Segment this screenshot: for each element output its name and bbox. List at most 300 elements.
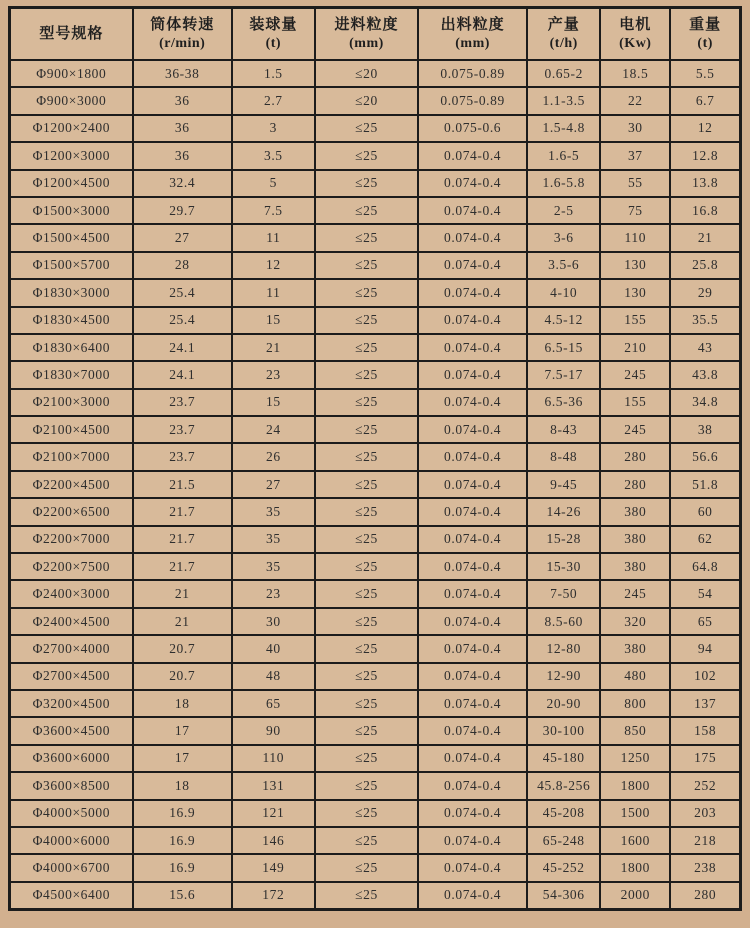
header-unit: (Kw) (619, 35, 652, 51)
table-row (10, 87, 741, 114)
header-cell-capacity (527, 8, 600, 61)
table-cell-weight: 35.5 (670, 307, 740, 334)
table-cell-feed-size: ≤25 (315, 443, 418, 470)
header-cell-ball-load (232, 8, 315, 61)
table-cell-capacity: 6.5-36 (527, 389, 600, 416)
table-cell-ball-load: 12 (232, 252, 315, 279)
header-unit: (mm) (455, 35, 490, 51)
table-cell-speed: 21.7 (133, 498, 232, 525)
table-cell-weight: 102 (670, 663, 740, 690)
table-row (10, 443, 741, 470)
table-cell-weight: 13.8 (670, 170, 740, 197)
table-row (10, 800, 741, 827)
table-cell-discharge-size: 0.074-0.4 (418, 498, 527, 525)
table-cell-capacity: 3-6 (527, 224, 600, 251)
model-cell: Φ2400×3000 (10, 580, 133, 607)
header-label: 产量 (547, 15, 580, 33)
header-label: 筒体转速 (150, 15, 215, 33)
table-row (10, 307, 741, 334)
table-cell-feed-size: ≤25 (315, 115, 418, 142)
model-cell: Φ4000×6700 (10, 854, 133, 881)
table-row (10, 608, 741, 635)
table-cell-feed-size: ≤25 (315, 170, 418, 197)
model-cell: Φ2200×7000 (10, 526, 133, 553)
table-cell-weight: 34.8 (670, 389, 740, 416)
table-cell-motor: 55 (600, 170, 670, 197)
table-cell-capacity: 20-90 (527, 690, 600, 717)
table-cell-motor: 380 (600, 498, 670, 525)
header-label: 电机 (619, 15, 652, 33)
table-cell-motor: 130 (600, 252, 670, 279)
table-cell-ball-load: 23 (232, 580, 315, 607)
table-cell-weight: 21 (670, 224, 740, 251)
model-cell: Φ4500×6400 (10, 882, 133, 909)
model-cell: Φ1830×6400 (10, 334, 133, 361)
table-cell-motor: 37 (600, 142, 670, 169)
table-cell-ball-load: 172 (232, 882, 315, 909)
header-label: 型号规格 (39, 25, 104, 42)
table-cell-feed-size: ≤20 (315, 87, 418, 114)
table-cell-ball-load: 131 (232, 772, 315, 799)
table-cell-motor: 110 (600, 224, 670, 251)
table-cell-speed: 16.9 (133, 800, 232, 827)
table-cell-capacity: 12-80 (527, 635, 600, 662)
table-cell-speed: 24.1 (133, 334, 232, 361)
table-cell-capacity: 30-100 (527, 717, 600, 744)
table-cell-motor: 800 (600, 690, 670, 717)
table-cell-discharge-size: 0.074-0.4 (418, 361, 527, 388)
table-cell-discharge-size: 0.074-0.4 (418, 745, 527, 772)
table-cell-feed-size: ≤25 (315, 416, 418, 443)
table-cell-speed: 24.1 (133, 361, 232, 388)
table-cell-ball-load: 21 (232, 334, 315, 361)
table-cell-capacity: 1.5-4.8 (527, 115, 600, 142)
header-unit: (t/h) (549, 35, 578, 51)
table-cell-weight: 280 (670, 882, 740, 909)
model-cell: Φ1500×3000 (10, 197, 133, 224)
table-cell-capacity: 15-30 (527, 553, 600, 580)
table-cell-motor: 380 (600, 526, 670, 553)
table-cell-weight: 252 (670, 772, 740, 799)
table-cell-motor: 22 (600, 87, 670, 114)
table-cell-speed: 18 (133, 690, 232, 717)
table-cell-weight: 51.8 (670, 471, 740, 498)
table-cell-speed: 36 (133, 115, 232, 142)
table-cell-speed: 23.7 (133, 389, 232, 416)
table-cell-discharge-size: 0.074-0.4 (418, 800, 527, 827)
table-cell-ball-load: 35 (232, 553, 315, 580)
table-cell-speed: 36-38 (133, 60, 232, 87)
table-cell-ball-load: 5 (232, 170, 315, 197)
table-cell-ball-load: 146 (232, 827, 315, 854)
table-cell-discharge-size: 0.074-0.4 (418, 717, 527, 744)
table-cell-discharge-size: 0.074-0.4 (418, 170, 527, 197)
table-cell-capacity: 45-180 (527, 745, 600, 772)
table-row (10, 854, 741, 881)
table-row (10, 526, 741, 553)
table-cell-motor: 280 (600, 443, 670, 470)
table-cell-discharge-size: 0.074-0.4 (418, 252, 527, 279)
table-cell-weight: 43 (670, 334, 740, 361)
table-cell-feed-size: ≤25 (315, 663, 418, 690)
table-row (10, 60, 741, 87)
table-row (10, 580, 741, 607)
table-cell-ball-load: 65 (232, 690, 315, 717)
table-cell-discharge-size: 0.074-0.4 (418, 471, 527, 498)
table-cell-feed-size: ≤25 (315, 580, 418, 607)
header-label: 装球量 (249, 15, 298, 33)
table-cell-motor: 280 (600, 471, 670, 498)
model-cell: Φ1500×4500 (10, 224, 133, 251)
table-cell-capacity: 6.5-15 (527, 334, 600, 361)
model-cell: Φ3600×4500 (10, 717, 133, 744)
table-cell-discharge-size: 0.074-0.4 (418, 307, 527, 334)
table-cell-capacity: 65-248 (527, 827, 600, 854)
table-cell-ball-load: 3.5 (232, 142, 315, 169)
table-cell-speed: 29.7 (133, 197, 232, 224)
table-row (10, 334, 741, 361)
table-cell-discharge-size: 0.075-0.89 (418, 87, 527, 114)
table-row (10, 827, 741, 854)
table-row (10, 279, 741, 306)
table-cell-weight: 218 (670, 827, 740, 854)
table-cell-feed-size: ≤25 (315, 690, 418, 717)
model-cell: Φ900×1800 (10, 60, 133, 87)
table-cell-feed-size: ≤25 (315, 498, 418, 525)
header-label: 进料粒度 (334, 15, 399, 33)
table-cell-discharge-size: 0.074-0.4 (418, 635, 527, 662)
table-cell-capacity: 45-252 (527, 854, 600, 881)
table-cell-weight: 137 (670, 690, 740, 717)
table-cell-motor: 850 (600, 717, 670, 744)
table-row (10, 115, 741, 142)
table-cell-motor: 245 (600, 580, 670, 607)
table-cell-weight: 6.7 (670, 87, 740, 114)
table-cell-feed-size: ≤25 (315, 252, 418, 279)
table-cell-weight: 62 (670, 526, 740, 553)
table-row (10, 663, 741, 690)
table-cell-speed: 21 (133, 608, 232, 635)
header-cell-speed (133, 8, 232, 61)
spec-table (8, 6, 742, 911)
table-cell-discharge-size: 0.074-0.4 (418, 389, 527, 416)
table-cell-speed: 16.9 (133, 854, 232, 881)
table-cell-discharge-size: 0.074-0.4 (418, 279, 527, 306)
table-cell-capacity: 14-26 (527, 498, 600, 525)
table-cell-capacity: 1.6-5 (527, 142, 600, 169)
table-cell-capacity: 12-90 (527, 663, 600, 690)
table-cell-discharge-size: 0.074-0.4 (418, 827, 527, 854)
table-row (10, 361, 741, 388)
table-cell-feed-size: ≤25 (315, 882, 418, 909)
table-cell-weight: 64.8 (670, 553, 740, 580)
model-cell: Φ4000×6000 (10, 827, 133, 854)
table-cell-capacity: 1.1-3.5 (527, 87, 600, 114)
table-cell-weight: 203 (670, 800, 740, 827)
table-cell-feed-size: ≤25 (315, 827, 418, 854)
table-cell-speed: 23.7 (133, 416, 232, 443)
table-cell-speed: 21 (133, 580, 232, 607)
header-label: 重量 (689, 15, 722, 33)
header-label: 出料粒度 (440, 15, 505, 33)
table-cell-discharge-size: 0.075-0.89 (418, 60, 527, 87)
table-cell-discharge-size: 0.074-0.4 (418, 334, 527, 361)
model-cell: Φ2100×7000 (10, 443, 133, 470)
table-cell-weight: 43.8 (670, 361, 740, 388)
table-row (10, 471, 741, 498)
table-cell-discharge-size: 0.074-0.4 (418, 197, 527, 224)
table-cell-weight: 60 (670, 498, 740, 525)
header-unit: (mm) (349, 35, 384, 51)
table-row (10, 197, 741, 224)
table-cell-speed: 21.5 (133, 471, 232, 498)
table-cell-motor: 320 (600, 608, 670, 635)
table-cell-feed-size: ≤25 (315, 717, 418, 744)
table-cell-weight: 94 (670, 635, 740, 662)
table-row (10, 553, 741, 580)
table-cell-speed: 25.4 (133, 279, 232, 306)
table-row (10, 224, 741, 251)
model-cell: Φ2200×4500 (10, 471, 133, 498)
table-cell-capacity: 3.5-6 (527, 252, 600, 279)
table-cell-feed-size: ≤25 (315, 854, 418, 881)
table-cell-speed: 20.7 (133, 663, 232, 690)
table-cell-capacity: 7.5-17 (527, 361, 600, 388)
table-cell-speed: 21.7 (133, 526, 232, 553)
table-cell-discharge-size: 0.074-0.4 (418, 882, 527, 909)
table-cell-ball-load: 149 (232, 854, 315, 881)
table-row (10, 717, 741, 744)
table-cell-motor: 1500 (600, 800, 670, 827)
table-cell-speed: 36 (133, 87, 232, 114)
table-cell-speed: 32.4 (133, 170, 232, 197)
table-cell-motor: 1800 (600, 854, 670, 881)
table-cell-speed: 21.7 (133, 553, 232, 580)
table-cell-ball-load: 15 (232, 307, 315, 334)
table-cell-ball-load: 90 (232, 717, 315, 744)
table-cell-motor: 245 (600, 361, 670, 388)
table-cell-motor: 75 (600, 197, 670, 224)
model-cell: Φ1200×3000 (10, 142, 133, 169)
table-cell-speed: 18 (133, 772, 232, 799)
table-row (10, 882, 741, 909)
table-cell-feed-size: ≤25 (315, 307, 418, 334)
table-cell-speed: 36 (133, 142, 232, 169)
table-cell-speed: 17 (133, 717, 232, 744)
model-cell: Φ1500×5700 (10, 252, 133, 279)
table-cell-ball-load: 2.7 (232, 87, 315, 114)
table-cell-weight: 158 (670, 717, 740, 744)
table-cell-capacity: 2-5 (527, 197, 600, 224)
model-cell: Φ2700×4000 (10, 635, 133, 662)
header-unit: (r/min) (159, 35, 206, 51)
table-cell-discharge-size: 0.074-0.4 (418, 416, 527, 443)
model-cell: Φ2100×3000 (10, 389, 133, 416)
table-cell-ball-load: 15 (232, 389, 315, 416)
table-cell-feed-size: ≤25 (315, 142, 418, 169)
model-cell: Φ1830×3000 (10, 279, 133, 306)
header-cell-feed-size (315, 8, 418, 61)
table-cell-discharge-size: 0.075-0.6 (418, 115, 527, 142)
table-cell-discharge-size: 0.074-0.4 (418, 553, 527, 580)
table-cell-ball-load: 11 (232, 279, 315, 306)
table-row (10, 170, 741, 197)
table-cell-feed-size: ≤25 (315, 361, 418, 388)
model-cell: Φ2700×4500 (10, 663, 133, 690)
table-cell-weight: 56.6 (670, 443, 740, 470)
table-cell-capacity: 4.5-12 (527, 307, 600, 334)
header-cell-model (10, 8, 133, 61)
table-cell-ball-load: 24 (232, 416, 315, 443)
table-cell-speed: 25.4 (133, 307, 232, 334)
table-cell-capacity: 1.6-5.8 (527, 170, 600, 197)
table-cell-capacity: 8-43 (527, 416, 600, 443)
table-cell-ball-load: 35 (232, 526, 315, 553)
model-cell: Φ2200×7500 (10, 553, 133, 580)
table-cell-discharge-size: 0.074-0.4 (418, 142, 527, 169)
model-cell: Φ2100×4500 (10, 416, 133, 443)
table-cell-discharge-size: 0.074-0.4 (418, 443, 527, 470)
table-cell-feed-size: ≤25 (315, 279, 418, 306)
header-unit: (t) (265, 35, 282, 51)
table-cell-feed-size: ≤25 (315, 224, 418, 251)
table-row (10, 635, 741, 662)
table-cell-capacity: 0.65-2 (527, 60, 600, 87)
table-cell-capacity: 4-10 (527, 279, 600, 306)
table-cell-motor: 380 (600, 635, 670, 662)
table-cell-capacity: 9-45 (527, 471, 600, 498)
table-row (10, 252, 741, 279)
model-cell: Φ4000×5000 (10, 800, 133, 827)
table-cell-discharge-size: 0.074-0.4 (418, 580, 527, 607)
table-cell-weight: 38 (670, 416, 740, 443)
table-cell-feed-size: ≤20 (315, 60, 418, 87)
table-cell-ball-load: 27 (232, 471, 315, 498)
model-cell: Φ3600×6000 (10, 745, 133, 772)
model-cell: Φ1830×7000 (10, 361, 133, 388)
table-cell-ball-load: 110 (232, 745, 315, 772)
table-cell-motor: 1600 (600, 827, 670, 854)
table-cell-discharge-size: 0.074-0.4 (418, 663, 527, 690)
header-unit: (t) (697, 35, 713, 51)
table-cell-motor: 1250 (600, 745, 670, 772)
table-cell-weight: 29 (670, 279, 740, 306)
table-row (10, 498, 741, 525)
table-cell-motor: 2000 (600, 882, 670, 909)
model-cell: Φ900×3000 (10, 87, 133, 114)
table-row (10, 389, 741, 416)
table-cell-discharge-size: 0.074-0.4 (418, 224, 527, 251)
table-cell-weight: 175 (670, 745, 740, 772)
model-cell: Φ3200×4500 (10, 690, 133, 717)
table-cell-discharge-size: 0.074-0.4 (418, 772, 527, 799)
table-cell-ball-load: 1.5 (232, 60, 315, 87)
table-cell-capacity: 45.8-256 (527, 772, 600, 799)
table-cell-motor: 1800 (600, 772, 670, 799)
table-cell-capacity: 8.5-60 (527, 608, 600, 635)
table-cell-discharge-size: 0.074-0.4 (418, 526, 527, 553)
model-cell: Φ3600×8500 (10, 772, 133, 799)
table-cell-weight: 65 (670, 608, 740, 635)
table-row (10, 142, 741, 169)
table-cell-ball-load: 26 (232, 443, 315, 470)
table-cell-speed: 27 (133, 224, 232, 251)
table-cell-speed: 17 (133, 745, 232, 772)
table-cell-ball-load: 30 (232, 608, 315, 635)
table-cell-motor: 18.5 (600, 60, 670, 87)
header-cell-weight (670, 8, 740, 61)
table-cell-ball-load: 23 (232, 361, 315, 388)
table-cell-motor: 155 (600, 307, 670, 334)
table-cell-speed: 28 (133, 252, 232, 279)
model-cell: Φ2200×6500 (10, 498, 133, 525)
table-row (10, 416, 741, 443)
table-cell-feed-size: ≤25 (315, 772, 418, 799)
table-cell-capacity: 45-208 (527, 800, 600, 827)
table-cell-motor: 480 (600, 663, 670, 690)
model-cell: Φ2400×4500 (10, 608, 133, 635)
table-cell-feed-size: ≤25 (315, 389, 418, 416)
table-row (10, 690, 741, 717)
table-cell-speed: 20.7 (133, 635, 232, 662)
table-cell-ball-load: 3 (232, 115, 315, 142)
table-cell-speed: 16.9 (133, 827, 232, 854)
model-cell: Φ1200×2400 (10, 115, 133, 142)
table-cell-motor: 30 (600, 115, 670, 142)
table-cell-weight: 54 (670, 580, 740, 607)
table-cell-motor: 210 (600, 334, 670, 361)
table-cell-ball-load: 35 (232, 498, 315, 525)
table-cell-weight: 5.5 (670, 60, 740, 87)
table-cell-feed-size: ≤25 (315, 608, 418, 635)
table-cell-weight: 12.8 (670, 142, 740, 169)
model-cell: Φ1200×4500 (10, 170, 133, 197)
header-cell-discharge-size (418, 8, 527, 61)
table-cell-feed-size: ≤25 (315, 197, 418, 224)
table-cell-feed-size: ≤25 (315, 745, 418, 772)
table-cell-ball-load: 7.5 (232, 197, 315, 224)
table-cell-ball-load: 11 (232, 224, 315, 251)
table-cell-feed-size: ≤25 (315, 800, 418, 827)
table-cell-capacity: 7-50 (527, 580, 600, 607)
table-cell-speed: 23.7 (133, 443, 232, 470)
model-cell: Φ1830×4500 (10, 307, 133, 334)
table-cell-motor: 155 (600, 389, 670, 416)
table-cell-motor: 380 (600, 553, 670, 580)
table-cell-discharge-size: 0.074-0.4 (418, 854, 527, 881)
table-row (10, 745, 741, 772)
table-cell-weight: 16.8 (670, 197, 740, 224)
table-cell-weight: 25.8 (670, 252, 740, 279)
table-cell-ball-load: 121 (232, 800, 315, 827)
table-cell-motor: 245 (600, 416, 670, 443)
table-cell-feed-size: ≤25 (315, 553, 418, 580)
table-cell-capacity: 8-48 (527, 443, 600, 470)
table-cell-feed-size: ≤25 (315, 526, 418, 553)
table-cell-capacity: 15-28 (527, 526, 600, 553)
table-cell-speed: 15.6 (133, 882, 232, 909)
table-cell-feed-size: ≤25 (315, 334, 418, 361)
table-cell-ball-load: 48 (232, 663, 315, 690)
table-cell-discharge-size: 0.074-0.4 (418, 690, 527, 717)
table-row (10, 772, 741, 799)
table-cell-discharge-size: 0.074-0.4 (418, 608, 527, 635)
table-cell-feed-size: ≤25 (315, 635, 418, 662)
table-cell-capacity: 54-306 (527, 882, 600, 909)
table-cell-weight: 12 (670, 115, 740, 142)
table-cell-feed-size: ≤25 (315, 471, 418, 498)
table-cell-ball-load: 40 (232, 635, 315, 662)
